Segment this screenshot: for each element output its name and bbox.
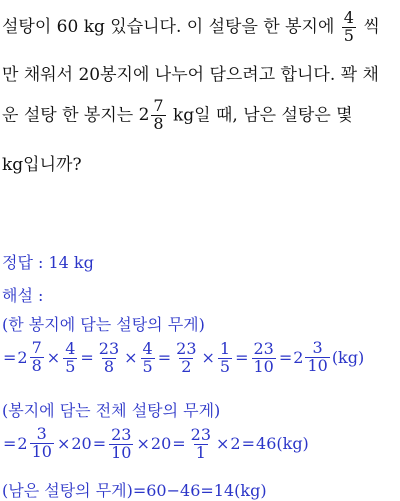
times-sign: × — [136, 433, 150, 453]
mixed-number — [17, 426, 56, 461]
fraction — [30, 426, 54, 461]
problem-text-1b: 씩 — [363, 16, 380, 37]
problem-text-3b: kg일 때, 남은 설탕은 몇 — [173, 105, 353, 126]
step3-equation: (남은 설탕의 무게)=60−46=14(kg) — [2, 481, 267, 500]
fraction-numerator: 3 — [36, 424, 47, 443]
fraction-denominator: 5 — [219, 356, 231, 376]
problem-line-4 — [2, 150, 82, 175]
equals-sign: = — [80, 347, 94, 367]
equals-sign: = — [157, 347, 172, 367]
problem-text-3a: 운 설탕 한 봉지는 — [2, 105, 134, 126]
fraction — [97, 341, 121, 376]
fraction-numerator: 4 — [65, 339, 76, 358]
fraction — [252, 341, 276, 376]
problem-line-2 — [2, 60, 379, 85]
fraction-denominator: 1 — [195, 442, 206, 462]
number-2: 2 — [230, 433, 241, 453]
fraction-denominator: 5 — [343, 25, 354, 45]
fraction-denominator: 8 — [153, 113, 164, 133]
step1-equation — [2, 340, 364, 376]
mixed-whole: 2 — [17, 347, 28, 367]
equals-sign: = — [3, 347, 17, 367]
equals-sign: = — [235, 347, 249, 367]
mixed-whole: 2 — [138, 105, 150, 126]
fraction — [63, 341, 77, 376]
unit-kg: (kg) — [331, 347, 365, 367]
fraction — [305, 340, 329, 375]
number-20: 20 — [71, 433, 92, 453]
fraction — [189, 427, 213, 462]
times-sign: × — [216, 433, 230, 453]
times-sign: × — [46, 347, 61, 367]
fraction-denominator: 8 — [103, 356, 115, 376]
mixed-number-two-seven-eighths — [139, 98, 168, 133]
fraction-numerator: 23 — [253, 339, 274, 358]
step1-title: (한 봉지에 담는 설탕의 무게) — [2, 315, 205, 334]
fraction-denominator: 10 — [31, 441, 52, 461]
fraction-numerator: 3 — [312, 338, 323, 357]
result-46: 46 — [256, 433, 277, 453]
problem-line-1 — [2, 10, 380, 45]
problem-text-2: 만 채워서 20봉지에 나누어 담으려고 합니다. 꽉 채 — [2, 65, 379, 85]
mixed-number — [293, 340, 332, 375]
fraction-numerator: 1 — [219, 339, 231, 358]
problem-line-3 — [2, 98, 353, 133]
fraction — [109, 427, 133, 462]
fraction-numerator: 4 — [343, 8, 354, 27]
equals-sign: = — [278, 347, 293, 367]
times-sign: × — [124, 347, 138, 367]
mixed-fraction — [151, 98, 165, 133]
number-20: 20 — [150, 433, 172, 453]
step2-title: (봉지에 담는 전체 설탕의 무게) — [2, 401, 221, 420]
fraction-numerator: 23 — [176, 339, 197, 358]
problem-text-4: kg입니까? — [2, 155, 82, 175]
fraction — [174, 341, 198, 376]
equals-sign: = — [92, 433, 107, 453]
fraction — [30, 340, 44, 375]
fraction-numerator: 23 — [190, 425, 212, 444]
step2-equation — [2, 426, 309, 462]
fraction-denominator: 5 — [142, 356, 153, 376]
explanation-label: 해설 : — [2, 286, 44, 305]
mixed-whole: 2 — [293, 347, 304, 367]
fraction — [218, 341, 232, 376]
equals-sign: = — [241, 433, 256, 453]
fraction-denominator: 10 — [307, 355, 328, 375]
fraction-denominator: 10 — [111, 442, 132, 462]
problem-text-1a: 설탕이 60 kg 있습니다. 이 설탕을 한 봉지에 — [2, 16, 335, 37]
mixed-number — [17, 340, 45, 375]
equals-sign: = — [172, 433, 186, 453]
fraction-numerator: 23 — [111, 425, 132, 444]
fraction-numerator: 23 — [98, 339, 120, 358]
answer-line — [2, 250, 94, 273]
fraction-denominator: 8 — [31, 355, 42, 375]
equals-sign: = — [3, 433, 17, 453]
fraction — [141, 341, 155, 376]
unit-kg: (kg) — [276, 433, 309, 453]
fraction-numerator: 7 — [153, 96, 164, 115]
mixed-whole: 2 — [17, 433, 28, 453]
fraction-denominator: 5 — [65, 356, 76, 376]
fraction-numerator: 4 — [142, 339, 153, 358]
times-sign: × — [56, 433, 71, 453]
answer-label: 정답 : — [2, 253, 44, 272]
times-sign: × — [201, 347, 215, 367]
fraction-denominator: 2 — [181, 356, 192, 376]
answer-value: 14 kg — [48, 253, 94, 272]
fraction-numerator: 7 — [31, 338, 42, 357]
fraction-four-fifths — [342, 10, 356, 45]
fraction-denominator: 10 — [253, 356, 274, 376]
